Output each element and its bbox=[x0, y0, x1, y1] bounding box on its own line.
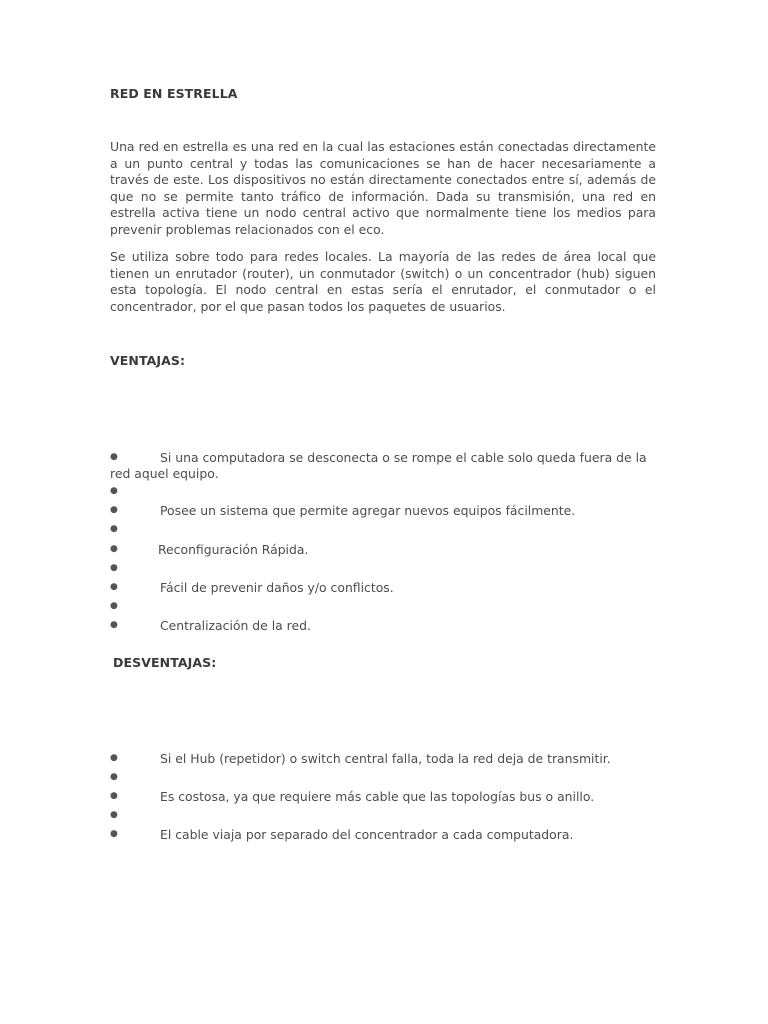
list-item: ● Fácil de prevenir daños y/o conflictos. bbox=[110, 580, 394, 595]
list-item bbox=[110, 808, 656, 823]
bullet-icon: ● bbox=[110, 486, 118, 496]
list-item: ● Reconfiguración Rápida. bbox=[110, 542, 309, 557]
list-item bbox=[110, 599, 656, 614]
list-item: ● Si una computadora se desconecta o se rompe el cable solo queda fuera de la red aquel equipo. bbox=[110, 450, 647, 481]
list-item: ● El cable viaja por separado del concentrador a cada computadora. bbox=[110, 827, 574, 842]
bullet-icon: ● bbox=[110, 829, 118, 839]
list-item bbox=[110, 522, 656, 537]
ventajas-heading: VENTAJAS: bbox=[110, 353, 186, 368]
list-item: ● Es costosa, ya que requiere más cable que las topologías bus o anillo. bbox=[110, 789, 595, 804]
bullet-icon: ● bbox=[110, 524, 118, 534]
bullet-icon: ● bbox=[110, 544, 118, 554]
intro-paragraph: Una red en estrella es una red en la cual las estaciones están conectadas directamente a un punto central y todas las comunicaciones se han de hacer necesariamente a través de este. Los dispositivos no están directamente conectados entre sí, además de que no se permite tanto tráfico de información. Dada su transmisión, una red en estrella activa tiene un nodo central activo que normalmente tiene los medios para prevenir problemas relacionados con el eco. bbox=[110, 139, 656, 237]
bullet-icon: ● bbox=[110, 772, 118, 782]
bullet-icon: ● bbox=[110, 582, 118, 592]
list-item: ● Posee un sistema que permite agregar nuevos equipos fácilmente. bbox=[110, 503, 576, 518]
page-title: RED EN ESTRELLA bbox=[110, 86, 238, 101]
bullet-icon: ● bbox=[110, 563, 118, 573]
bullet-icon: ● bbox=[110, 791, 118, 801]
list-item: ● Centralización de la red. bbox=[110, 618, 311, 633]
bullet-icon: ● bbox=[110, 452, 118, 462]
bullet-icon: ● bbox=[110, 753, 118, 763]
bullet-icon: ● bbox=[110, 620, 118, 630]
bullet-icon: ● bbox=[110, 601, 118, 611]
list-item bbox=[110, 484, 656, 499]
desventajas-heading: DESVENTAJAS: bbox=[113, 655, 217, 670]
list-item: ● Si el Hub (repetidor) o switch central falla, toda la red deja de transmitir. bbox=[110, 751, 611, 766]
list-item bbox=[110, 770, 656, 785]
list-item bbox=[110, 561, 656, 576]
bullet-icon: ● bbox=[110, 505, 118, 515]
bullet-icon: ● bbox=[110, 810, 118, 820]
usage-paragraph: Se utiliza sobre todo para redes locales. La mayoría de las redes de área local que tienen un enrutador (router), un conmutador (switch) o un concentrador (hub) siguen esta topología. El nodo central en estas sería el enrutador, el conmutador o el concentrador, por el que pasan todos los paquetes de usuarios. bbox=[110, 249, 656, 314]
